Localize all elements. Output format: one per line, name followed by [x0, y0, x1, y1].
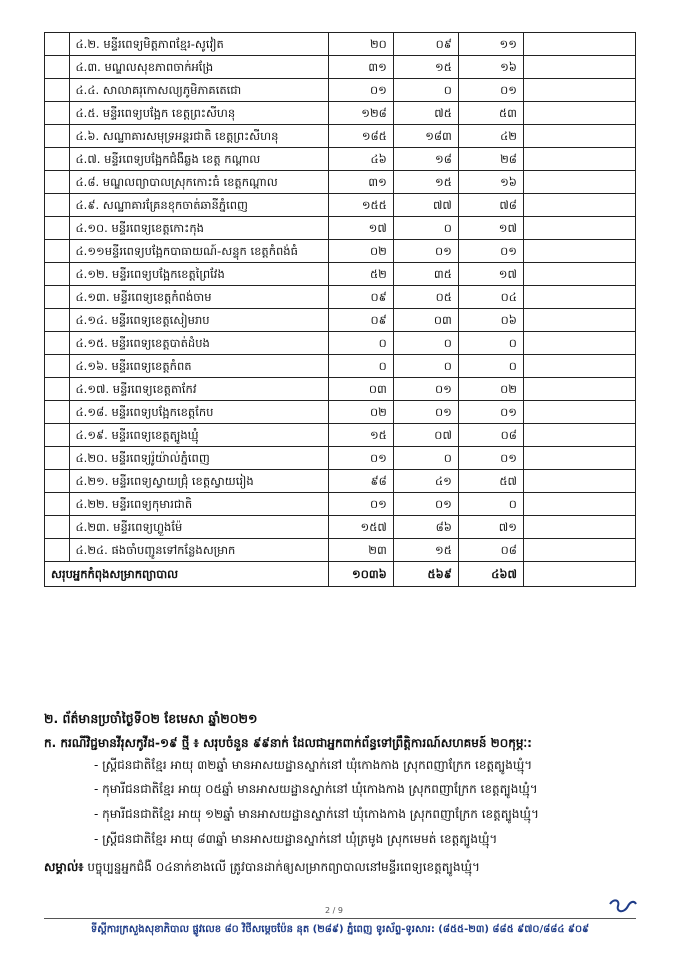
- row-value-c: ១១: [458, 33, 523, 56]
- row-value-b: ០: [393, 79, 458, 102]
- row-spacer-cell: [45, 493, 70, 516]
- row-value-b: ៧៧: [393, 194, 458, 217]
- table-row: [45, 447, 636, 470]
- row-blank-cell: [523, 470, 635, 493]
- row-spacer-cell: [45, 516, 70, 539]
- row-spacer-cell: [45, 102, 70, 125]
- total-value-b: ៥៦៩: [393, 562, 458, 587]
- row-blank-cell: [523, 240, 635, 263]
- section-title: ២. ព័ត៌មានប្រចាំថ្ងៃទី០២ ខែមេសា ឆ្នាំ២០២១: [44, 711, 258, 726]
- table-row: [45, 378, 636, 401]
- row-value-a: ១៥: [328, 424, 393, 447]
- row-facility-name: ៤.១០. មន្ទីរពេទ្យខេត្តកោះកុង: [69, 217, 328, 240]
- row-facility-name: ៤.៥. មន្ទីរពេទ្យបង្អែក ខេត្តព្រះសីហនុ: [69, 102, 328, 125]
- row-blank-cell: [523, 424, 635, 447]
- row-blank-cell: [523, 263, 635, 286]
- row-value-a: ០៣: [328, 378, 393, 401]
- row-value-c: ៧១: [458, 516, 523, 539]
- row-blank-cell: [523, 194, 635, 217]
- row-value-b: ០: [393, 332, 458, 355]
- row-value-a: ០៩: [328, 309, 393, 332]
- row-value-c: ២៨: [458, 148, 523, 171]
- row-blank-cell: [523, 539, 635, 562]
- row-value-a: ៥២: [328, 263, 393, 286]
- row-value-a: ០២: [328, 240, 393, 263]
- row-value-a: ០១: [328, 79, 393, 102]
- row-value-b: ៧៥: [393, 102, 458, 125]
- row-value-c: ៥៣: [458, 102, 523, 125]
- row-value-a: ១៨៥: [328, 125, 393, 148]
- row-blank-cell: [523, 332, 635, 355]
- table-row: [45, 470, 636, 493]
- row-value-a: ០២: [328, 401, 393, 424]
- row-facility-name: ៤.១៩. មន្ទីរពេទ្យខេត្តត្បូងឃ្មុំ: [69, 424, 328, 447]
- row-spacer-cell: [45, 194, 70, 217]
- row-spacer-cell: [45, 470, 70, 493]
- row-facility-name: ៤.១៥. មន្ទីរពេទ្យខេត្តបាត់ដំបង: [69, 332, 328, 355]
- row-value-b: ០: [393, 355, 458, 378]
- row-value-b: ០: [393, 217, 458, 240]
- table-row: [45, 79, 636, 102]
- row-value-a: ៩៨: [328, 470, 393, 493]
- table-row: [45, 263, 636, 286]
- bullet-4: - ស្ត្រីជនជាតិខ្មែរ អាយុ ៨៣ឆ្នាំ មានអាសយដ្ឋានស្នាក់នៅ ឃុំត្រមូង ស្រុកមេមត់ ខេត្តត្បូងឃ្មុំ។: [94, 832, 498, 846]
- row-value-a: ១២៨: [328, 102, 393, 125]
- row-value-b: ៣៥: [393, 263, 458, 286]
- row-value-a: ៣១: [328, 56, 393, 79]
- row-value-b: ០៩: [393, 33, 458, 56]
- row-spacer-cell: [45, 309, 70, 332]
- row-value-c: ០៨: [458, 539, 523, 562]
- note-text: បច្ចុប្បន្នអ្នកជំងឺ ០៤នាក់ខាងលើ ត្រូវបានដាក់ឲ្យសម្រាកព្យាបាលនៅមន្ទីរពេទ្យខេត្តត្បូងឃ្មុំ។: [83, 860, 480, 874]
- row-blank-cell: [523, 401, 635, 424]
- table-row: [45, 102, 636, 125]
- row-value-c: ១៦: [458, 171, 523, 194]
- row-spacer-cell: [45, 332, 70, 355]
- bullet-3: - កុមារីជនជាតិខ្មែរ អាយុ ១២ឆ្នាំ មានអាសយដ្ឋានស្នាក់នៅ ឃុំកោងកាង ស្រុកពញាក្រែក ខេត្តត្បូងឃ្មុំ។: [94, 807, 539, 821]
- row-blank-cell: [523, 171, 635, 194]
- row-blank-cell: [523, 378, 635, 401]
- row-facility-name: ៤.៨. មណ្ឌលព្យាបាលស្រុកកោះធំ ខេត្តកណ្ដាល: [69, 171, 328, 194]
- row-facility-name: ៤.២៤. ផងចាំបញ្ជូនទៅកន្លែងសម្រាក: [69, 539, 328, 562]
- hospital-table: [44, 32, 636, 587]
- row-facility-name: ៤.១២. មន្ទីរពេទ្យបង្អែកខេត្តព្រៃវែង: [69, 263, 328, 286]
- row-facility-name: ៤.២. មន្ទីរពេទ្យមិត្តភាពខ្មែរ-សូវៀត: [69, 33, 328, 56]
- row-spacer-cell: [45, 447, 70, 470]
- row-value-c: ០: [458, 355, 523, 378]
- row-facility-name: ៤.២២. មន្ទីរពេទ្យកុមារជាតិ: [69, 493, 328, 516]
- row-value-c: ៥៧: [458, 470, 523, 493]
- row-spacer-cell: [45, 56, 70, 79]
- row-blank-cell: [523, 102, 635, 125]
- row-spacer-cell: [45, 539, 70, 562]
- row-value-a: ០១: [328, 493, 393, 516]
- row-value-b: ០១: [393, 493, 458, 516]
- table-row: [45, 148, 636, 171]
- row-spacer-cell: [45, 125, 70, 148]
- table-row: [45, 401, 636, 424]
- page-number: 2 / 9: [325, 906, 343, 915]
- row-value-b: ១៨: [393, 148, 458, 171]
- table-row: [45, 516, 636, 539]
- row-facility-name: ៤.៩. សណ្ឋាគារគ្រែនខុកចាត់ឆានីភ្នំពេញ: [69, 194, 328, 217]
- row-spacer-cell: [45, 378, 70, 401]
- table-row: [45, 171, 636, 194]
- row-blank-cell: [523, 125, 635, 148]
- bullet-1: - ស្ត្រីជនជាតិខ្មែរ អាយុ ៣២ឆ្នាំ មានអាសយដ្ឋានស្នាក់នៅ ឃុំកោងកាង ស្រុកពញាក្រែក ខេត្តត្បូងឃ្មុំ។: [94, 758, 533, 772]
- row-value-b: ១៨៣: [393, 125, 458, 148]
- row-spacer-cell: [45, 79, 70, 102]
- row-value-b: ៨៦: [393, 516, 458, 539]
- row-blank-cell: [523, 355, 635, 378]
- row-facility-name: ៤.៤. សាលាគរុកោសល្យភូមិភាគតេជោ: [69, 79, 328, 102]
- note: [44, 858, 480, 876]
- table-row: [45, 539, 636, 562]
- footer-divider: [44, 918, 636, 919]
- section-subtitle: ក. ករណីវិជ្ជមានវីរុសកូវីដ-១៩ ថ្មី ៖ សរុបចំនួន ៩៩នាក់ ដែលជាអ្នកពាក់ព័ន្ធទៅព្រឹត្តិការណ៍សហគមន៍ ២០កុម្ភៈ:: [44, 736, 532, 750]
- row-value-b: ៤១: [393, 470, 458, 493]
- row-facility-name: ៤.១៧. មន្ទីរពេទ្យខេត្តតាកែវ: [69, 378, 328, 401]
- row-value-a: ០៩: [328, 286, 393, 309]
- row-value-a: ៣១: [328, 171, 393, 194]
- table-row: [45, 286, 636, 309]
- row-facility-name: ៤.១១មន្ទីរពេទ្យបង្អែកបាធាយណ៍-សន្ទុក ខេត្តកំពង់ធំ: [69, 240, 328, 263]
- row-value-b: ០១: [393, 378, 458, 401]
- row-value-c: ០១: [458, 401, 523, 424]
- row-value-a: ០: [328, 332, 393, 355]
- row-facility-name: ៤.៣. មណ្ឌលសុខភាពចាក់អង្រែ: [69, 56, 328, 79]
- row-facility-name: ៤.១៦. មន្ទីរពេទ្យខេត្តកំពត: [69, 355, 328, 378]
- row-value-c: ០២: [458, 378, 523, 401]
- table-row: [45, 194, 636, 217]
- row-value-c: ៧៨: [458, 194, 523, 217]
- row-spacer-cell: [45, 148, 70, 171]
- row-blank-cell: [523, 309, 635, 332]
- signature-mark: [608, 896, 638, 918]
- row-value-c: ១៦: [458, 56, 523, 79]
- row-value-c: ០៤: [458, 286, 523, 309]
- row-blank-cell: [523, 286, 635, 309]
- row-blank-cell: [523, 79, 635, 102]
- row-spacer-cell: [45, 286, 70, 309]
- row-facility-name: ៤.១៣. មន្ទីរពេទ្យខេត្តកំពង់ចាម: [69, 286, 328, 309]
- note-label: សម្គាល់៖: [44, 860, 84, 874]
- table-row: [45, 125, 636, 148]
- row-blank-cell: [523, 217, 635, 240]
- table-row: [45, 424, 636, 447]
- table-row: [45, 240, 636, 263]
- total-value-a: ១០៣៦: [328, 562, 393, 587]
- table-row: [45, 332, 636, 355]
- row-facility-name: ៤.១៤. មន្ទីរពេទ្យខេត្តសៀមរាប: [69, 309, 328, 332]
- row-value-b: ០១: [393, 401, 458, 424]
- row-value-a: ២៣: [328, 539, 393, 562]
- row-facility-name: ៤.៧. មន្ទីរពេទ្យបង្អែកជំងឺឆ្លង ខេត្ត កណ្ដាល: [69, 148, 328, 171]
- row-spacer-cell: [45, 217, 70, 240]
- row-blank-cell: [523, 516, 635, 539]
- row-facility-name: ៤.៦. សណ្ឋាគារសមុទ្រអន្តរជាតិ ខេត្តព្រះសីហនុ: [69, 125, 328, 148]
- row-facility-name: ៤.២១. មន្ទីរពេទ្យស្វាយជ្រុំ ខេត្តស្វាយរៀង: [69, 470, 328, 493]
- row-value-c: ០១: [458, 447, 523, 470]
- row-value-c: ០១: [458, 79, 523, 102]
- row-spacer-cell: [45, 424, 70, 447]
- row-value-a: ១៥៧: [328, 516, 393, 539]
- table-row: [45, 217, 636, 240]
- row-value-c: ០៨: [458, 424, 523, 447]
- row-value-a: ០១: [328, 447, 393, 470]
- row-value-a: ៤៦: [328, 148, 393, 171]
- row-spacer-cell: [45, 355, 70, 378]
- row-value-a: ១៥៥: [328, 194, 393, 217]
- table-row: [45, 355, 636, 378]
- row-spacer-cell: [45, 401, 70, 424]
- row-value-c: ០: [458, 493, 523, 516]
- row-spacer-cell: [45, 33, 70, 56]
- row-facility-name: ៤.១៨. មន្ទីរពេទ្យបង្អែកខេត្តកែប: [69, 401, 328, 424]
- row-facility-name: ៤.២៣. មន្ទីរពេទ្យហ្លួងម៉ែ: [69, 516, 328, 539]
- row-value-b: ០: [393, 447, 458, 470]
- table-row: [45, 56, 636, 79]
- row-value-c: ០៦: [458, 309, 523, 332]
- row-value-b: ០១: [393, 240, 458, 263]
- row-value-c: ១៧: [458, 263, 523, 286]
- row-value-a: ០: [328, 355, 393, 378]
- row-blank-cell: [523, 33, 635, 56]
- row-value-a: ១៧: [328, 217, 393, 240]
- row-spacer-cell: [45, 240, 70, 263]
- total-row: [45, 562, 636, 587]
- table-row: [45, 33, 636, 56]
- total-label: សរុបអ្នកកំពុងសម្រាកព្យាបាល: [45, 562, 329, 587]
- row-blank-cell: [523, 56, 635, 79]
- row-value-b: ១៥: [393, 56, 458, 79]
- row-value-c: ៤២: [458, 125, 523, 148]
- row-blank-cell: [523, 148, 635, 171]
- row-spacer-cell: [45, 171, 70, 194]
- footer-address: ទីស្តីការក្រសួងសុខាភិបាល ផ្លូវលេខ ៨០ វិថីសម្តេចប៉ែន នុត (២៨៩) ភ្នំពេញ ទូរស័ព្ទ-ទូរសារ: (៨៥៥-២៣) ៨៨៥ ៩៧០/៨៨៤ ៩០៩: [90, 924, 590, 935]
- bullet-2: - កុមារីជនជាតិខ្មែរ អាយុ ០៥ឆ្នាំ មានអាសយដ្ឋានស្នាក់នៅ ឃុំកោងកាង ស្រុកពញាក្រែក ខេត្តត្បូងឃ្មុំ។: [94, 782, 538, 796]
- row-value-c: ០១: [458, 240, 523, 263]
- row-value-c: ១៧: [458, 217, 523, 240]
- row-value-c: ០: [458, 332, 523, 355]
- total-value-c: ៤៦៧: [458, 562, 523, 587]
- row-spacer-cell: [45, 263, 70, 286]
- total-blank-cell: [523, 562, 635, 587]
- row-value-a: ២០: [328, 33, 393, 56]
- row-value-b: ០៧: [393, 424, 458, 447]
- row-value-b: ០៣: [393, 309, 458, 332]
- row-blank-cell: [523, 493, 635, 516]
- row-blank-cell: [523, 447, 635, 470]
- row-value-b: ០៥: [393, 286, 458, 309]
- row-facility-name: ៤.២០. មន្ទីរពេទ្យរ៉ូយ៉ាល់ភ្នំពេញ: [69, 447, 328, 470]
- row-value-b: ១៥: [393, 171, 458, 194]
- table-row: [45, 309, 636, 332]
- table-row: [45, 493, 636, 516]
- row-value-b: ១៥: [393, 539, 458, 562]
